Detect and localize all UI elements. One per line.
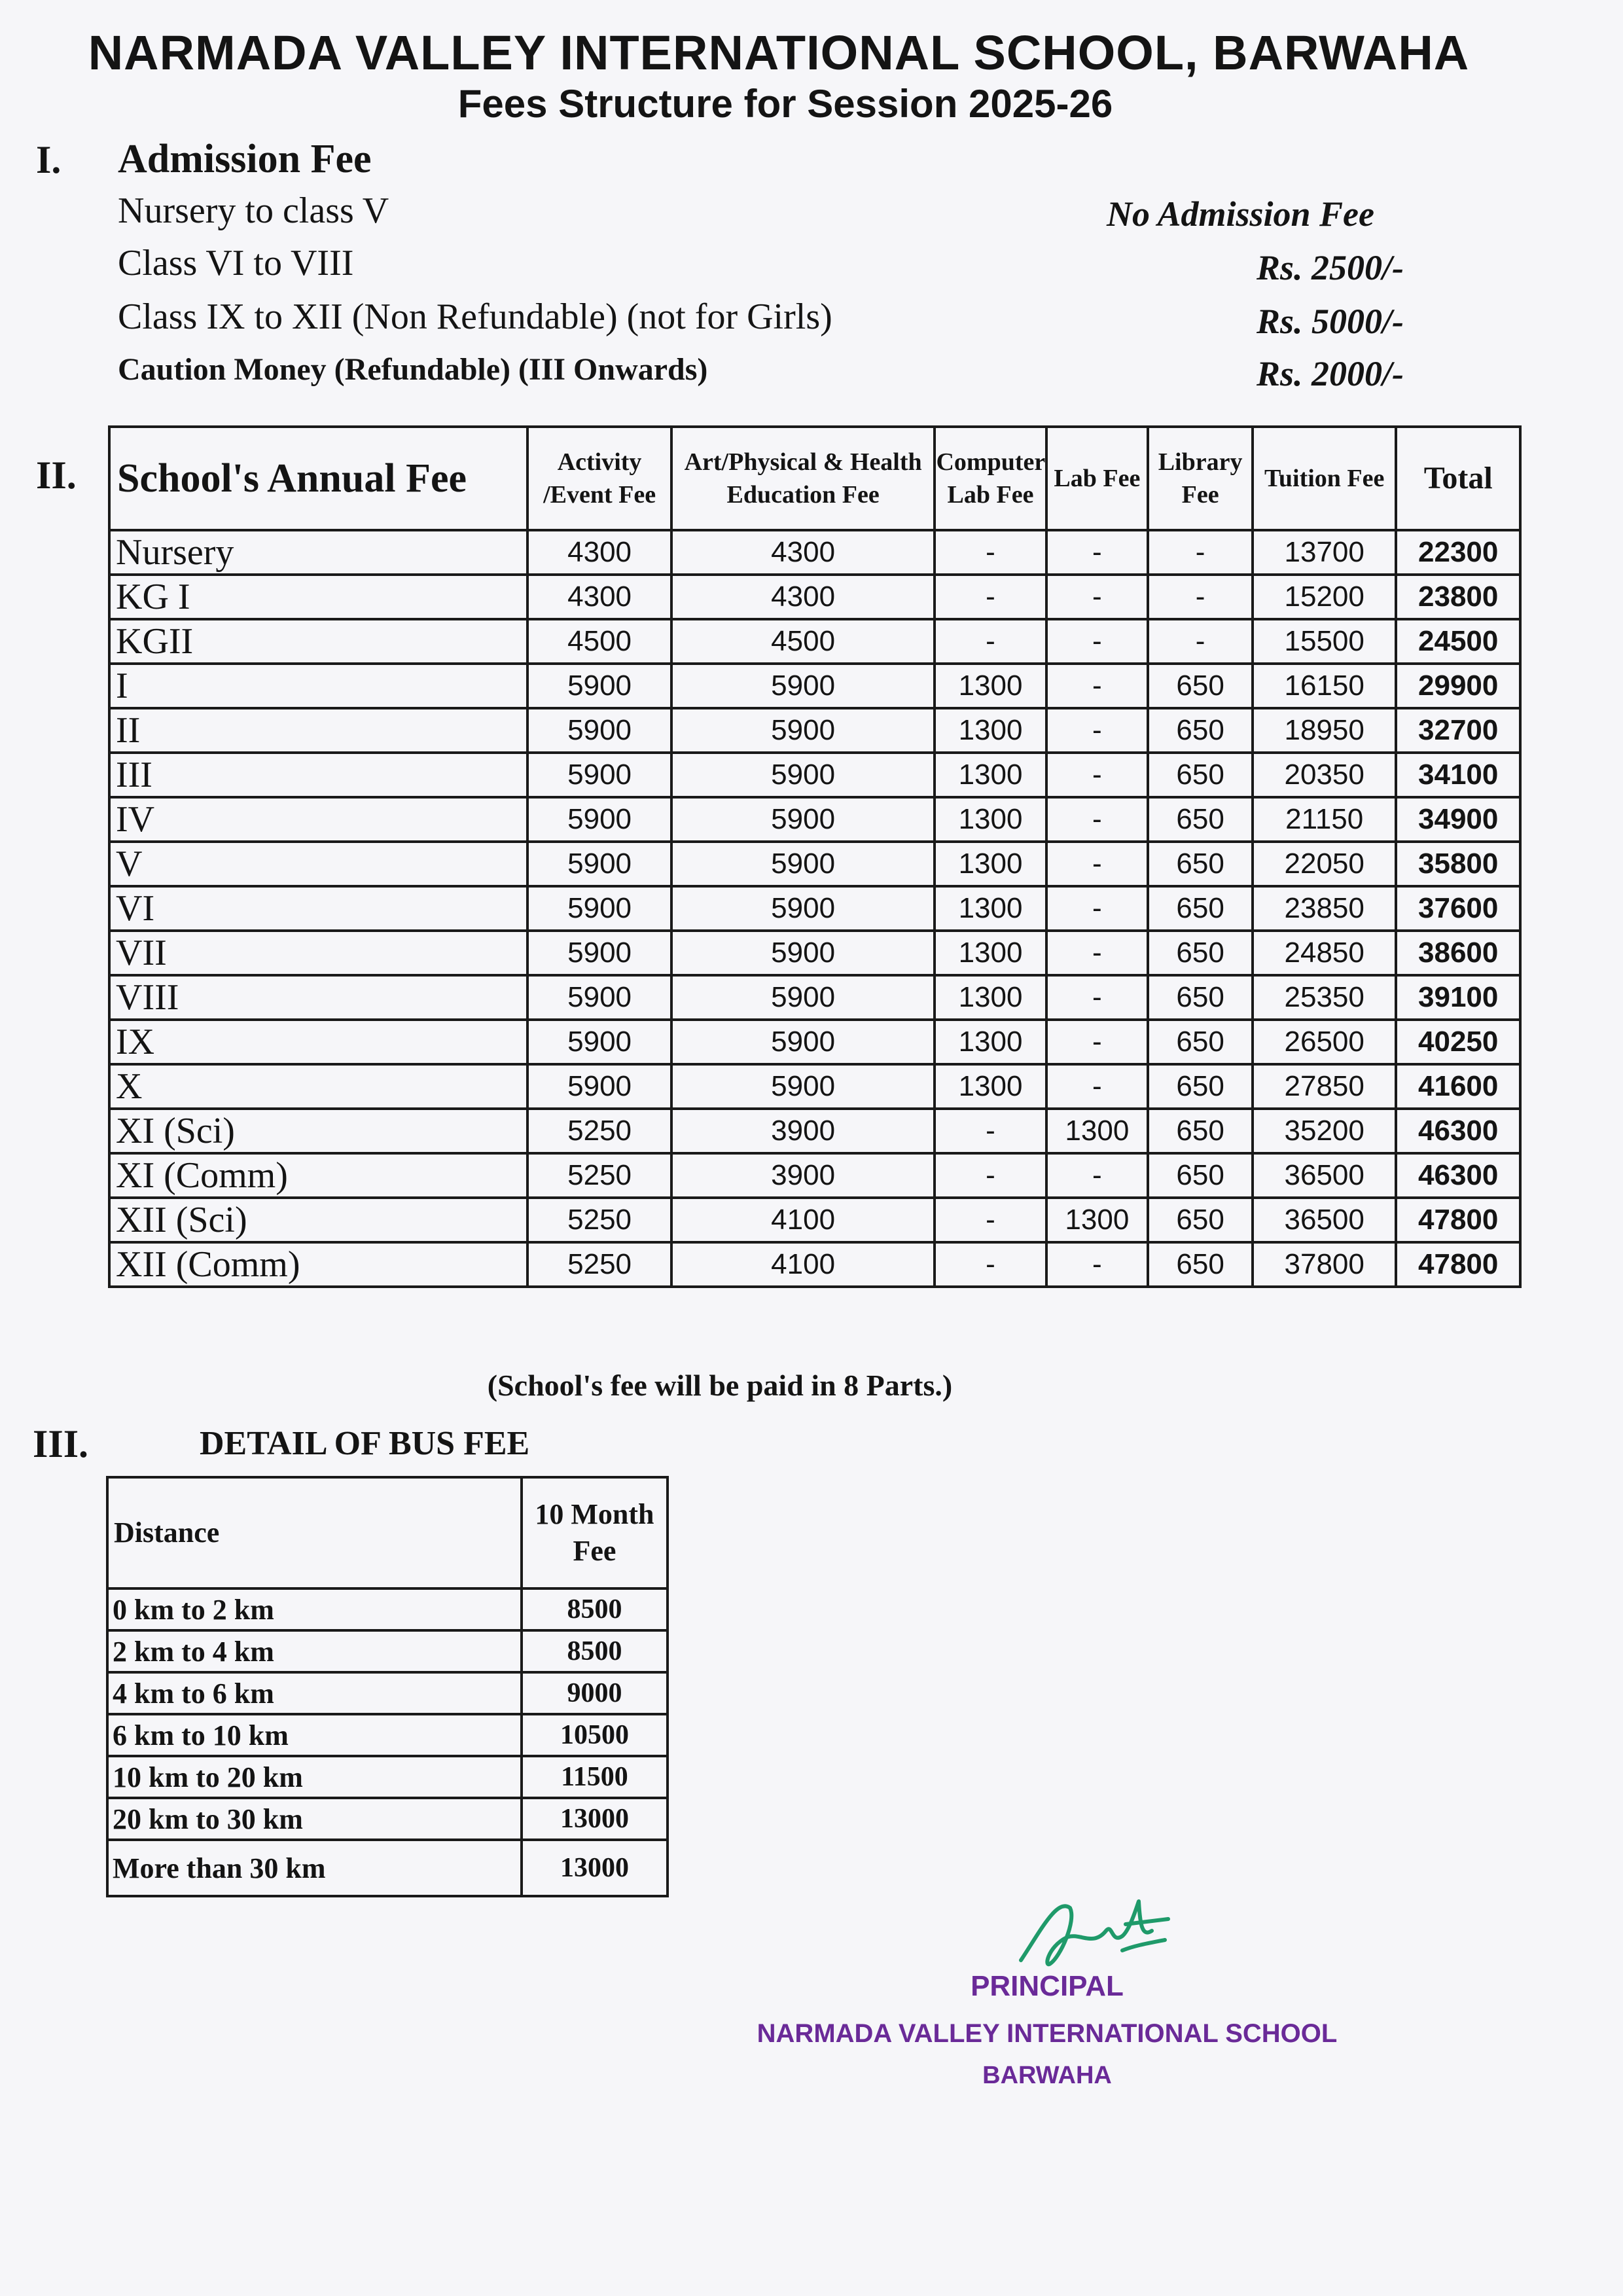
tuition-cell: 26500 [1253,1020,1396,1064]
computer-cell: 1300 [935,886,1046,931]
activity-cell: 5900 [527,797,671,842]
total-cell: 47800 [1396,1242,1520,1287]
computer-cell: 1300 [935,753,1046,797]
section-num-admission: I. [36,138,62,181]
stamp-school-name: NARMADA VALLEY INTERNATIONAL SCHOOL [757,2019,1338,2048]
lab-cell: - [1046,1242,1149,1287]
lab-cell: - [1046,619,1149,664]
table-row [109,1242,1520,1287]
lab-cell: - [1046,708,1149,753]
col-total-header: Total [1396,427,1520,530]
lab-cell: - [1046,1064,1149,1109]
library-cell: 650 [1148,1109,1253,1153]
total-cell: 34100 [1396,753,1520,797]
lab-cell: - [1046,797,1149,842]
total-cell: 47800 [1396,1198,1520,1242]
class-name-cell: XI (Sci) [109,1109,527,1153]
bus-fee-cell: 10500 [522,1714,668,1756]
lab-cell: - [1046,886,1149,931]
art-cell: 5900 [671,842,935,886]
library-cell: 650 [1148,1020,1253,1064]
bus-row [107,1798,668,1840]
table-row [109,1109,1520,1153]
lab-cell: 1300 [1046,1198,1149,1242]
computer-cell: 1300 [935,708,1046,753]
lab-cell: - [1046,931,1149,975]
distance-cell: More than 30 km [107,1840,522,1896]
stamp-barwaha: BARWAHA [982,2062,1112,2089]
computer-cell: 1300 [935,664,1046,708]
table-row [109,575,1520,619]
art-cell: 4300 [671,530,935,575]
school-name: NARMADA VALLEY INTERNATIONAL SCHOOL, BARWAHA [88,26,1470,80]
art-cell: 5900 [671,1064,935,1109]
computer-cell: - [935,1198,1046,1242]
activity-cell: 5900 [527,842,671,886]
art-cell: 4100 [671,1198,935,1242]
bus-fee-cell: 11500 [522,1756,668,1798]
activity-cell: 5900 [527,1020,671,1064]
table-row [109,708,1520,753]
art-cell: 5900 [671,1020,935,1064]
distance-cell: 4 km to 6 km [107,1672,522,1714]
library-cell: 650 [1148,1242,1253,1287]
activity-cell: 4300 [527,530,671,575]
distance-cell: 0 km to 2 km [107,1588,522,1630]
library-cell: 650 [1148,708,1253,753]
art-cell: 5900 [671,886,935,931]
computer-cell: - [935,619,1046,664]
class-name-cell: III [109,753,527,797]
class-name-cell: II [109,708,527,753]
tuition-cell: 35200 [1253,1109,1396,1153]
class-name-cell: VIII [109,975,527,1020]
total-cell: 35800 [1396,842,1520,886]
library-cell: - [1148,530,1253,575]
library-cell: - [1148,575,1253,619]
library-cell: 650 [1148,886,1253,931]
class-name-cell: I [109,664,527,708]
bus-row [107,1588,668,1630]
tuition-cell: 27850 [1253,1064,1396,1109]
activity-cell: 5250 [527,1242,671,1287]
bus-header-row [107,1477,668,1588]
admission-value-3: Rs. 5000/- [1256,302,1404,341]
library-cell: 650 [1148,1153,1253,1198]
total-cell: 40250 [1396,1020,1520,1064]
class-name-cell: X [109,1064,527,1109]
distance-cell: 20 km to 30 km [107,1798,522,1840]
admission-label-3: Class IX to XII (Non Refundable) (not for Girls) [118,296,832,337]
bus-fee-cell: 13000 [522,1840,668,1896]
class-name-cell: Nursery [109,530,527,575]
computer-cell: 1300 [935,842,1046,886]
tuition-cell: 18950 [1253,708,1396,753]
section-heading-admission: Admission Fee [118,137,372,181]
distance-cell: 2 km to 4 km [107,1630,522,1672]
total-cell: 29900 [1396,664,1520,708]
col-tuition-header: Tuition Fee [1253,427,1396,530]
art-cell: 5900 [671,975,935,1020]
lab-cell: - [1046,575,1149,619]
computer-cell: - [935,1153,1046,1198]
bus-row [107,1840,668,1896]
section-num-bus: III. [33,1422,89,1465]
admission-value-4: Rs. 2000/- [1256,354,1404,393]
table-row [109,1064,1520,1109]
total-cell: 46300 [1396,1109,1520,1153]
activity-cell: 5900 [527,1064,671,1109]
signature-icon [995,1885,1191,1983]
tuition-cell: 15500 [1253,619,1396,664]
col-computer-header: Computer Lab Fee [935,427,1046,530]
table-row [109,975,1520,1020]
table-row [109,1020,1520,1064]
activity-cell: 5900 [527,753,671,797]
table-row [109,886,1520,931]
table-row [109,797,1520,842]
library-cell: - [1148,619,1253,664]
activity-cell: 5900 [527,708,671,753]
class-name-cell: IV [109,797,527,842]
art-cell: 5900 [671,753,935,797]
library-cell: 650 [1148,1064,1253,1109]
tuition-cell: 16150 [1253,664,1396,708]
library-cell: 650 [1148,931,1253,975]
col-bus-fee-header: 10 Month Fee [522,1477,668,1588]
distance-cell: 10 km to 20 km [107,1756,522,1798]
col-library-header: Library Fee [1148,427,1253,530]
class-name-cell: VI [109,886,527,931]
class-name-cell: VII [109,931,527,975]
class-name-cell: KGII [109,619,527,664]
table-row [109,619,1520,664]
lab-cell: - [1046,1020,1149,1064]
admission-label-2: Class VI to VIII [118,243,354,283]
annual-fee-table [108,425,1522,1288]
total-cell: 22300 [1396,530,1520,575]
fee-note: (School's fee will be paid in 8 Parts.) [487,1369,953,1402]
table-row [109,931,1520,975]
activity-cell: 5250 [527,1109,671,1153]
col-distance-header: Distance [107,1477,522,1588]
library-cell: 650 [1148,797,1253,842]
computer-cell: 1300 [935,797,1046,842]
activity-cell: 5900 [527,664,671,708]
table-row [109,753,1520,797]
library-cell: 650 [1148,664,1253,708]
activity-cell: 5900 [527,975,671,1020]
admission-value-1: No Admission Fee [1106,194,1374,234]
activity-cell: 5250 [527,1198,671,1242]
admission-value-2: Rs. 2500/- [1256,248,1404,287]
computer-cell: 1300 [935,931,1046,975]
class-name-cell: V [109,842,527,886]
bus-fee-table [106,1476,669,1897]
art-cell: 3900 [671,1153,935,1198]
bus-row [107,1630,668,1672]
class-name-cell: XII (Comm) [109,1242,527,1287]
computer-cell: - [935,575,1046,619]
tuition-cell: 37800 [1253,1242,1396,1287]
admission-label-4: Caution Money (Refundable) (III Onwards) [118,352,708,387]
session-title: Fees Structure for Session 2025-26 [457,82,1113,126]
art-cell: 4100 [671,1242,935,1287]
lab-cell: - [1046,975,1149,1020]
activity-cell: 5900 [527,931,671,975]
tuition-cell: 15200 [1253,575,1396,619]
tuition-cell: 20350 [1253,753,1396,797]
computer-cell: 1300 [935,975,1046,1020]
section-heading-bus: DETAIL OF BUS FEE [200,1425,530,1462]
col-lab-header: Lab Fee [1046,427,1149,530]
total-cell: 23800 [1396,575,1520,619]
art-cell: 4300 [671,575,935,619]
col-art-header: Art/Physical & Health Education Fee [671,427,935,530]
table-row [109,842,1520,886]
activity-cell: 4300 [527,575,671,619]
total-cell: 34900 [1396,797,1520,842]
lab-cell: - [1046,664,1149,708]
table-row [109,1153,1520,1198]
total-cell: 41600 [1396,1064,1520,1109]
total-cell: 24500 [1396,619,1520,664]
bus-row [107,1756,668,1798]
lab-cell: - [1046,1153,1149,1198]
class-name-cell: XII (Sci) [109,1198,527,1242]
art-cell: 5900 [671,664,935,708]
tuition-cell: 21150 [1253,797,1396,842]
tuition-cell: 23850 [1253,886,1396,931]
tuition-cell: 36500 [1253,1198,1396,1242]
distance-cell: 6 km to 10 km [107,1714,522,1756]
computer-cell: 1300 [935,1064,1046,1109]
tuition-cell: 22050 [1253,842,1396,886]
lab-cell: - [1046,530,1149,575]
table-row [109,664,1520,708]
activity-cell: 4500 [527,619,671,664]
bus-fee-cell: 13000 [522,1798,668,1840]
table-header-row [109,427,1520,530]
computer-cell: - [935,1109,1046,1153]
bus-row [107,1714,668,1756]
table-row [109,1198,1520,1242]
art-cell: 5900 [671,931,935,975]
art-cell: 4500 [671,619,935,664]
computer-cell: 1300 [935,1020,1046,1064]
library-cell: 650 [1148,975,1253,1020]
activity-cell: 5250 [527,1153,671,1198]
bus-fee-cell: 9000 [522,1672,668,1714]
total-cell: 38600 [1396,931,1520,975]
tuition-cell: 25350 [1253,975,1396,1020]
table-row [109,530,1520,575]
total-cell: 46300 [1396,1153,1520,1198]
col-activity-header: Activity /Event Fee [527,427,671,530]
class-name-cell: IX [109,1020,527,1064]
class-name-cell: KG I [109,575,527,619]
art-cell: 3900 [671,1109,935,1153]
library-cell: 650 [1148,1198,1253,1242]
library-cell: 650 [1148,842,1253,886]
computer-cell: - [935,1242,1046,1287]
stamp-principal: PRINCIPAL [971,1970,1124,2002]
bus-fee-cell: 8500 [522,1588,668,1630]
class-name-cell: XI (Comm) [109,1153,527,1198]
tuition-cell: 13700 [1253,530,1396,575]
total-cell: 37600 [1396,886,1520,931]
tuition-cell: 36500 [1253,1153,1396,1198]
computer-cell: - [935,530,1046,575]
total-cell: 32700 [1396,708,1520,753]
lab-cell: - [1046,753,1149,797]
total-cell: 39100 [1396,975,1520,1020]
bus-fee-cell: 8500 [522,1630,668,1672]
lab-cell: 1300 [1046,1109,1149,1153]
art-cell: 5900 [671,797,935,842]
admission-label-1: Nursery to class V [118,190,389,231]
art-cell: 5900 [671,708,935,753]
tuition-cell: 24850 [1253,931,1396,975]
section-num-annual: II. [36,454,77,497]
annual-fee-heading: School's Annual Fee [109,427,527,530]
activity-cell: 5900 [527,886,671,931]
library-cell: 650 [1148,753,1253,797]
bus-row [107,1672,668,1714]
lab-cell: - [1046,842,1149,886]
